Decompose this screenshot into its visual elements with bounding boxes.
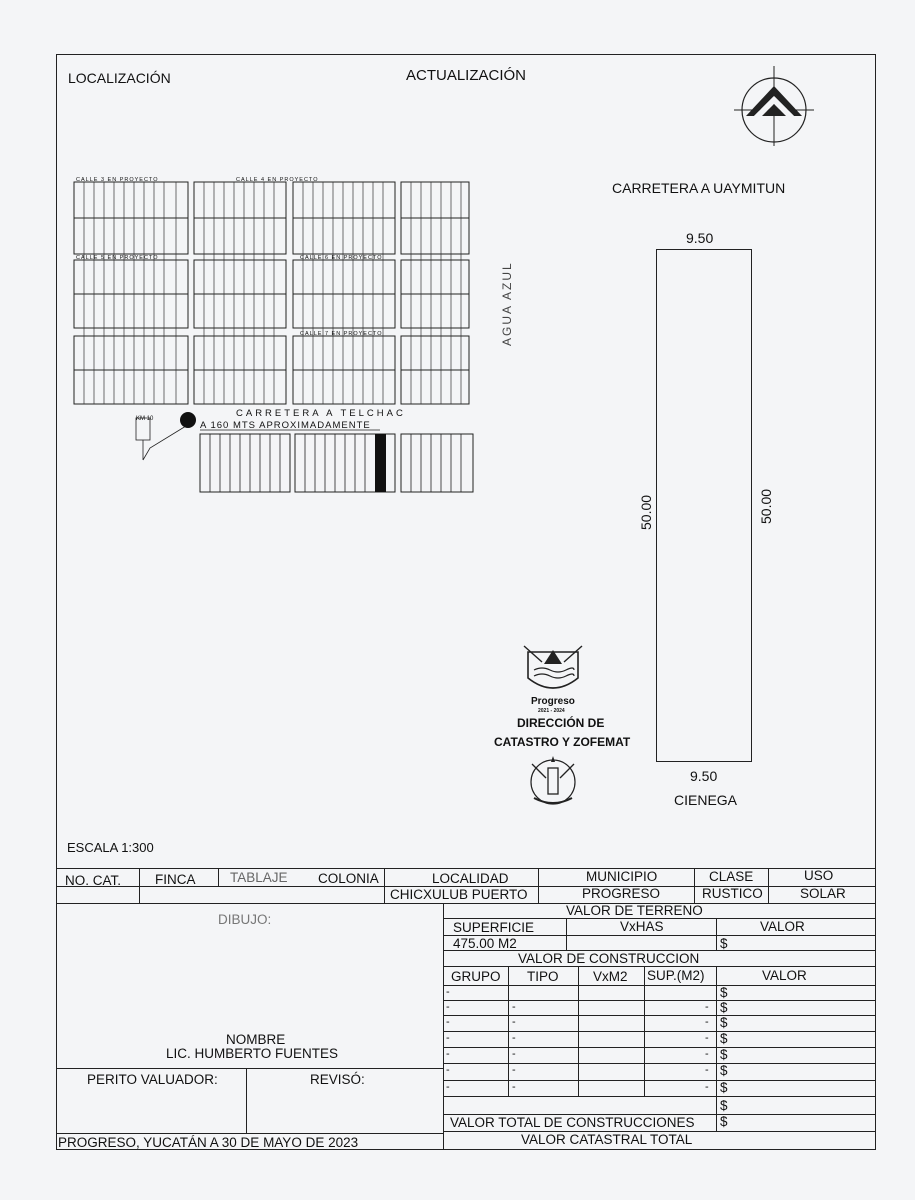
valor-cell: $ xyxy=(720,1080,728,1095)
hdr-no-cat: NO. CAT. xyxy=(65,873,122,888)
north-road-label: CARRETERA A UAYMITUN xyxy=(612,180,786,196)
reviso-label: REVISÓ: xyxy=(310,1072,365,1087)
catastro-emblem-icon xyxy=(524,752,582,810)
distance-note: A 160 MTS APROXIMADAMENTE xyxy=(200,420,371,431)
right-length: 50.00 xyxy=(758,488,774,524)
tipo-cell: - xyxy=(512,1016,516,1028)
highlighted-lot xyxy=(375,434,386,492)
grupo-header: GRUPO xyxy=(451,969,501,984)
superficie-value: 475.00 M2 xyxy=(453,936,517,951)
superficie-header: SUPERFICIE xyxy=(453,920,535,935)
sup-cell: - xyxy=(705,1016,709,1028)
grupo-cell: - xyxy=(446,1081,450,1093)
sup-cell: - xyxy=(705,1064,709,1076)
carretera-telchac: CARRETERA A TELCHAC xyxy=(236,408,406,419)
grupo-cell: - xyxy=(446,1032,450,1044)
hdr-localidad: LOCALIDAD xyxy=(432,871,509,886)
hdr-uso: USO xyxy=(804,868,834,883)
valor-terreno-heading: VALOR DE TERRENO xyxy=(566,903,703,918)
tipo-cell: - xyxy=(512,1048,516,1060)
grupo-cell: - xyxy=(446,986,450,998)
vxhas-header: VxHAS xyxy=(620,919,664,934)
street-label-4: CALLE 4 EN PROYECTO xyxy=(236,177,319,183)
terreno-currency: $ xyxy=(720,936,728,951)
supm2-header: SUP.(M2) xyxy=(647,968,705,983)
tipo-cell: - xyxy=(512,1081,516,1093)
street-label-7: CALLE 7 EN PROYECTO xyxy=(300,331,383,337)
perito-label: PERITO VALUADOR: xyxy=(87,1072,218,1087)
val-localidad: CHICXULUB PUERTO xyxy=(390,887,528,902)
progreso-seal-icon xyxy=(522,644,584,696)
hdr-clase: CLASE xyxy=(709,869,754,884)
valor-cell: $ xyxy=(720,985,728,1000)
km-marker: KM 10 xyxy=(136,416,154,422)
seal-years: 2021 - 2024 xyxy=(538,708,565,714)
tipo-cell: - xyxy=(512,1032,516,1044)
street-label-6: CALLE 6 EN PROYECTO xyxy=(300,255,383,261)
sup-cell: - xyxy=(705,1001,709,1013)
date-place: PROGRESO, YUCATÁN A 30 DE MAYO DE 2023 xyxy=(58,1135,359,1150)
valor-cell: $ xyxy=(720,1047,728,1062)
hdr-municipio: MUNICIPIO xyxy=(586,869,658,884)
valor-header: VALOR xyxy=(760,919,805,934)
nombre-label: NOMBRE xyxy=(226,1032,286,1047)
left-length: 50.00 xyxy=(638,494,654,530)
tipo-cell: - xyxy=(512,1001,516,1013)
vxm2-header: VxM2 xyxy=(593,969,628,984)
top-width: 9.50 xyxy=(686,230,714,246)
nombre-value: LIC. HUMBERTO FUENTES xyxy=(166,1046,339,1061)
grupo-cell: - xyxy=(446,1064,450,1076)
south-label: CIENEGA xyxy=(674,792,738,808)
valor-construccion-header: VALOR xyxy=(762,968,807,983)
sup-cell: - xyxy=(705,1048,709,1060)
valor-total-construcciones: VALOR TOTAL DE CONSTRUCCIONES xyxy=(450,1115,695,1130)
lot-outline xyxy=(656,249,752,762)
valor-cell: $ xyxy=(720,1031,728,1046)
street-label-3: CALLE 3 EN PROYECTO xyxy=(76,177,159,183)
street-label-5: CALLE 5 EN PROYECTO xyxy=(76,255,159,261)
dibujo-label: DIBUJO: xyxy=(218,912,272,927)
valor-cell: $ xyxy=(720,1015,728,1030)
seal-town: Progreso xyxy=(531,696,575,707)
scale-label: ESCALA 1:300 xyxy=(67,840,154,855)
valor-catastral-total: VALOR CATASTRAL TOTAL xyxy=(521,1132,693,1147)
valor-construccion-heading: VALOR DE CONSTRUCCION xyxy=(518,951,700,966)
location-map xyxy=(60,150,500,500)
tipo-header: TIPO xyxy=(527,969,559,984)
hdr-finca: FINCA xyxy=(155,872,196,887)
valor-cell: $ xyxy=(720,1063,728,1078)
sup-cell: - xyxy=(705,1081,709,1093)
val-municipio: PROGRESO xyxy=(582,886,661,901)
actualizacion-heading: ACTUALIZACIÓN xyxy=(406,67,527,84)
subtotal-currency: $ xyxy=(720,1098,728,1113)
seal-line1: DIRECCIÓN DE xyxy=(517,716,605,730)
hdr-colonia: COLONIA xyxy=(318,871,379,886)
grupo-cell: - xyxy=(446,1016,450,1028)
tipo-cell: - xyxy=(512,1064,516,1076)
localizacion-heading: LOCALIZACIÓN xyxy=(68,70,171,86)
valor-cell: $ xyxy=(720,1000,728,1015)
val-uso: SOLAR xyxy=(800,886,846,901)
total-construcciones-currency: $ xyxy=(720,1114,728,1129)
grupo-cell: - xyxy=(446,1048,450,1060)
seal-line2: CATASTRO Y ZOFEMAT xyxy=(494,735,631,749)
north-arrow-icon xyxy=(732,64,816,148)
val-clase: RUSTICO xyxy=(702,886,763,901)
agua-azul-label: AGUA AZUL xyxy=(500,261,514,346)
hdr-tablaje: TABLAJE xyxy=(230,870,288,885)
sup-cell: - xyxy=(705,1032,709,1044)
bottom-width: 9.50 xyxy=(690,768,718,784)
grupo-cell: - xyxy=(446,1001,450,1013)
